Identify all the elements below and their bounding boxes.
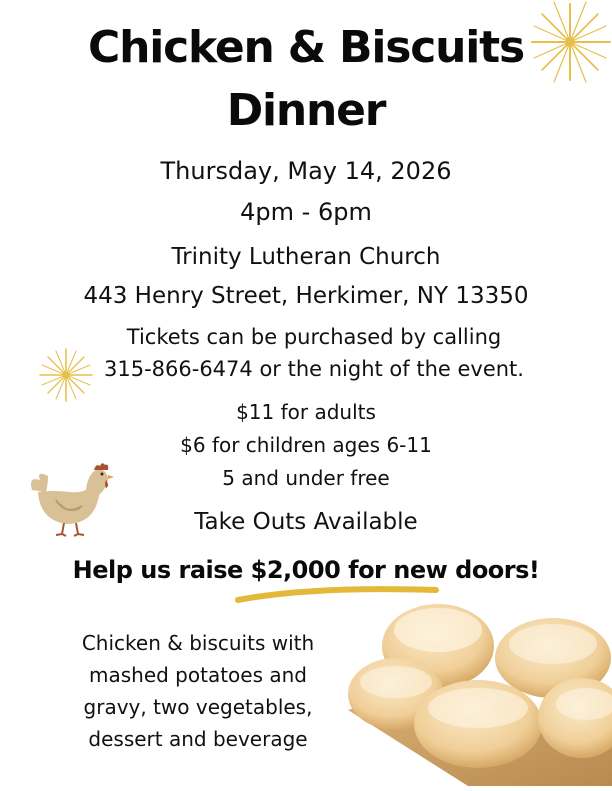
title-line-2: Dinner xyxy=(226,85,386,136)
menu-line-2: mashed potatoes and xyxy=(88,663,307,687)
venue-address: 443 Henry Street, Herkimer, NY 13350 xyxy=(83,283,529,309)
menu-line-3: gravy, two vegetables, xyxy=(83,695,313,719)
event-date: Thursday, May 14, 2026 xyxy=(160,157,452,185)
title-line-1: Chicken & Biscuits xyxy=(88,22,524,73)
biscuits-image xyxy=(348,590,612,790)
fundraiser-headline: Help us raise $2,000 for new doors! xyxy=(72,556,540,584)
venue-name: Trinity Lutheran Church xyxy=(171,244,441,270)
price-adults: $11 for adults xyxy=(236,400,376,424)
price-under-five: 5 and under free xyxy=(222,466,390,490)
takeout-note: Take Outs Available xyxy=(194,509,418,535)
tickets-line-1: Tickets can be purchased by calling xyxy=(126,325,502,349)
tickets-line-2: 315-866-6474 or the night of the event. xyxy=(104,357,524,381)
menu-line-1: Chicken & biscuits with xyxy=(81,631,315,655)
price-children: $6 for children ages 6-11 xyxy=(180,433,432,457)
event-time: 4pm - 6pm xyxy=(240,198,372,226)
menu-line-4: dessert and beverage xyxy=(88,727,308,751)
